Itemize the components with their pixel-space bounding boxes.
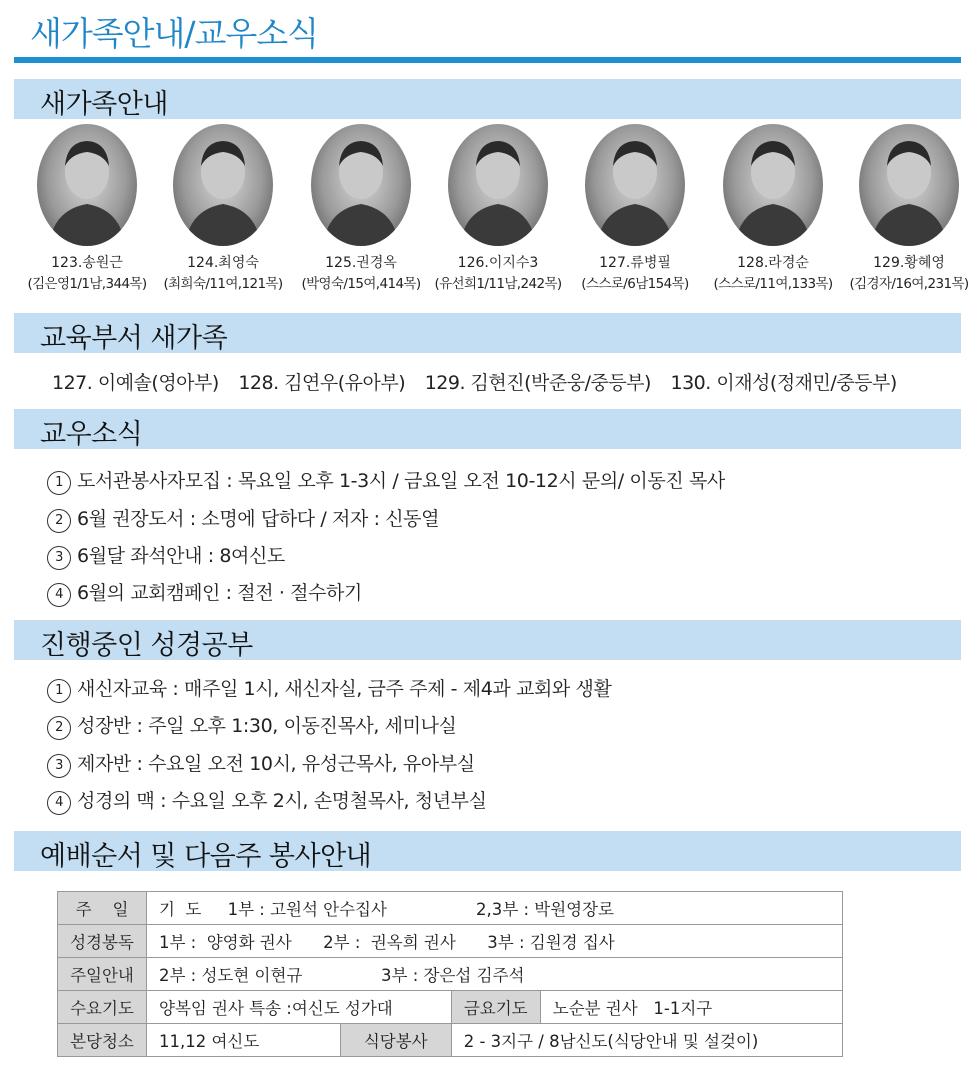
member-photo — [37, 124, 137, 246]
edu-entry: 127. 이예솔(영아부) — [52, 372, 219, 394]
section-header-bible-study — [14, 620, 961, 660]
section-title: 진행중인 성경공부 — [40, 630, 253, 661]
table-row — [58, 925, 843, 958]
member-family-info: (스스로/11여,133목) — [713, 276, 833, 292]
bible-study-text: 성경의 맥 : 수요일 오후 2시, 손명철목사, 청년부실 — [77, 790, 487, 812]
member-name: 126.이지수3 — [457, 255, 539, 271]
news-item — [47, 541, 285, 570]
edu-entry: 129. 김현진(박준웅/중등부) — [424, 372, 651, 394]
new-family-member — [291, 124, 431, 292]
member-family-info: (김은영1/1남,344목) — [27, 276, 147, 292]
new-family-member — [839, 124, 979, 292]
member-photo — [173, 124, 273, 246]
circled-number: 1 — [47, 679, 71, 703]
bible-study-item — [47, 674, 611, 703]
bible-study-item — [47, 786, 487, 815]
bible-study-item — [47, 749, 475, 778]
new-family-member — [17, 124, 157, 292]
bible-study-text: 제자반 : 수요일 오전 10시, 유성근목사, 유아부실 — [77, 753, 475, 775]
member-photo — [723, 124, 823, 246]
row-label: 금요기도 — [451, 991, 540, 1024]
row-label: 성경봉독 — [58, 925, 147, 958]
member-photo — [859, 124, 959, 246]
circled-number: 4 — [47, 791, 71, 815]
member-family-info: (유선희1/11남,242목) — [434, 276, 562, 292]
circled-number: 3 — [47, 546, 71, 570]
circled-number: 2 — [47, 509, 71, 533]
news-text: 도서관봉사자모집 : 목요일 오후 1-3시 / 금요일 오전 10-12시 문의/ 이동진 목사 — [77, 470, 725, 492]
member-name: 128.라경순 — [737, 255, 809, 271]
row-value: 2부 : 성도현 이현규 3부 : 장은섭 김주석 — [147, 958, 843, 991]
title-rule — [14, 57, 961, 63]
new-family-member — [428, 124, 568, 292]
new-family-member — [565, 124, 705, 292]
new-family-member — [153, 124, 293, 292]
member-photo — [311, 124, 411, 246]
news-text: 6월 권장도서 : 소명에 답하다 / 저자 : 신동열 — [77, 508, 440, 530]
row-value: 1부 : 양영화 권사 2부 : 권옥희 권사 3부 : 김원경 집사 — [147, 925, 843, 958]
bible-study-item — [47, 711, 456, 740]
table-row — [58, 958, 843, 991]
circled-number: 1 — [47, 471, 71, 495]
section-header-new-family — [14, 79, 961, 119]
member-name: 125.권경옥 — [325, 255, 397, 271]
news-item — [47, 578, 362, 607]
section-title: 교육부서 새가족 — [40, 323, 228, 354]
section-header-news — [14, 409, 961, 449]
section-title: 새가족안내 — [40, 89, 168, 120]
new-family-member — [703, 124, 843, 292]
circled-number: 4 — [47, 583, 71, 607]
page-title: 새가족안내/교우소식 — [30, 14, 319, 53]
circled-number: 2 — [47, 716, 71, 740]
bible-study-text: 성장반 : 주일 오후 1:30, 이동진목사, 세미나실 — [77, 715, 457, 737]
service-table — [57, 891, 843, 1057]
row-value: 기 도 1부 : 고원석 안수집사 2,3부 : 박원영장로 — [147, 892, 843, 925]
circled-number: 3 — [47, 754, 71, 778]
row-label: 본당청소 — [58, 1024, 147, 1057]
member-name: 127.류병필 — [599, 255, 671, 271]
member-family-info: (스스로/6남154목) — [581, 276, 689, 292]
row-value: 양복임 권사 특송 :여신도 성가대 — [147, 991, 452, 1024]
row-label: 주 일 — [58, 892, 147, 925]
edu-entry: 128. 김연우(유아부) — [238, 372, 406, 394]
table-row — [58, 991, 843, 1024]
row-label: 수요기도 — [58, 991, 147, 1024]
news-text: 6월의 교회캠페인 : 절전 · 절수하기 — [77, 582, 362, 604]
member-family-info: (박영숙/15여,414목) — [301, 276, 421, 292]
table-row — [58, 1024, 843, 1057]
member-name: 124.최영숙 — [187, 255, 259, 271]
news-item — [47, 466, 725, 495]
row-value: 2 - 3지구 / 8남신도(식당안내 및 설겆이) — [451, 1024, 842, 1057]
row-label: 식당봉사 — [340, 1024, 451, 1057]
section-header-edu-new-family — [14, 313, 961, 353]
row-value: 노순분 권사 1-1지구 — [540, 991, 842, 1024]
news-text: 6월달 좌석안내 : 8여신도 — [77, 545, 285, 567]
row-label: 주일안내 — [58, 958, 147, 991]
member-family-info: (최희숙/11여,121목) — [163, 276, 283, 292]
member-name: 129.황혜영 — [873, 255, 945, 271]
member-family-info: (김경자/16여,231목) — [849, 276, 969, 292]
section-title: 교우소식 — [40, 419, 143, 450]
member-photo — [448, 124, 548, 246]
row-value: 11,12 여신도 — [147, 1024, 341, 1057]
member-photo — [585, 124, 685, 246]
bible-study-text: 새신자교육 : 매주일 1시, 새신자실, 금주 주제 - 제4과 교회와 생활 — [77, 678, 612, 700]
member-name: 123.송원근 — [51, 255, 123, 271]
section-title: 예배순서 및 다음주 봉사안내 — [40, 841, 372, 872]
section-header-service — [14, 831, 961, 871]
edu-entry: 130. 이재성(정재민/중등부) — [670, 372, 897, 394]
edu-new-family-line — [52, 368, 911, 395]
table-row — [58, 892, 843, 925]
news-item — [47, 504, 439, 533]
